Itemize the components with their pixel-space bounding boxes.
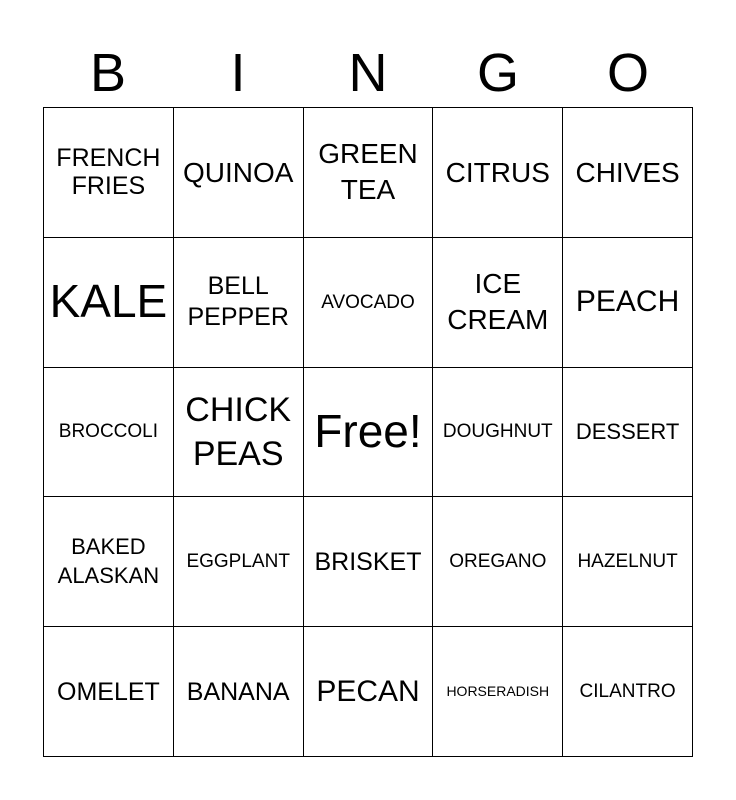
cell-label: OREGANO <box>449 551 547 573</box>
cell-label: BROCCOLI <box>58 421 159 443</box>
cell-label: OMELET <box>57 677 160 706</box>
cell-label: QUINOA <box>182 156 294 188</box>
cell-label: PECAN <box>316 674 420 708</box>
cell-label: ICE CREAM <box>447 267 549 336</box>
cell-label: BAKED ALASKAN <box>57 534 160 588</box>
bingo-cell-r4-c1[interactable] <box>44 497 174 627</box>
bingo-cell-r2-c4[interactable] <box>433 238 563 368</box>
bingo-cell-r2-c1[interactable] <box>44 238 174 368</box>
cell-label: BRISKET <box>314 547 422 576</box>
bingo-cell-r5-c5[interactable] <box>563 627 693 757</box>
cell-label: AVOCADO <box>321 291 415 313</box>
bingo-cell-r2-c3[interactable] <box>304 238 434 368</box>
free-space-label: Free! <box>314 405 422 458</box>
cell-label: DOUGHNUT <box>442 421 553 443</box>
cell-label: CILANTRO <box>579 680 676 702</box>
bingo-cell-r4-c3[interactable] <box>304 497 434 627</box>
bingo-cell-r3-c3[interactable] <box>304 368 434 498</box>
cell-label: KALE <box>49 275 168 328</box>
cell-label: DESSERT <box>575 418 680 444</box>
bingo-cell-r3-c5[interactable] <box>563 368 693 498</box>
cell-label: CHICK PEAS <box>185 390 292 473</box>
bingo-cell-r1-c3[interactable] <box>304 108 434 238</box>
bingo-cell-r5-c3[interactable] <box>304 627 434 757</box>
bingo-cell-r2-c5[interactable] <box>563 238 693 368</box>
bingo-cell-r1-c5[interactable] <box>563 108 693 238</box>
bingo-cell-r5-c4[interactable] <box>433 627 563 757</box>
cell-label: BELL PEPPER <box>187 271 289 332</box>
cell-label: EGGPLANT <box>186 551 290 573</box>
cell-label: HAZELNUT <box>577 551 678 573</box>
bingo-cell-r1-c4[interactable] <box>433 108 563 238</box>
bingo-cell-r4-c5[interactable] <box>563 497 693 627</box>
bingo-cell-r4-c4[interactable] <box>433 497 563 627</box>
bingo-cell-r5-c1[interactable] <box>44 627 174 757</box>
cell-label: GREEN TEA <box>318 138 418 206</box>
cell-label: HORSERADISH <box>446 682 550 699</box>
header-letter-o: O <box>606 43 649 103</box>
bingo-cell-r1-c2[interactable] <box>174 108 304 238</box>
cell-label: FRENCH FRIES <box>56 144 161 201</box>
cell-label: CHIVES <box>575 156 680 188</box>
bingo-cell-r2-c2[interactable] <box>174 238 304 368</box>
header-letter-i: I <box>230 43 246 103</box>
bingo-cell-r3-c1[interactable] <box>44 368 174 498</box>
bingo-card-grid <box>43 107 693 757</box>
bingo-header <box>43 42 693 104</box>
header-letter-b: B <box>89 43 127 103</box>
cell-label: BANANA <box>186 677 290 706</box>
bingo-cell-r1-c1[interactable] <box>44 108 174 238</box>
bingo-cell-r4-c2[interactable] <box>174 497 304 627</box>
header-letter-n: N <box>348 43 388 103</box>
cell-label: PEACH <box>575 285 680 319</box>
cell-label: CITRUS <box>445 156 550 188</box>
bingo-cell-r3-c2[interactable] <box>174 368 304 498</box>
bingo-cell-r5-c2[interactable] <box>174 627 304 757</box>
bingo-cell-r3-c4[interactable] <box>433 368 563 498</box>
header-letter-g: G <box>476 43 519 103</box>
